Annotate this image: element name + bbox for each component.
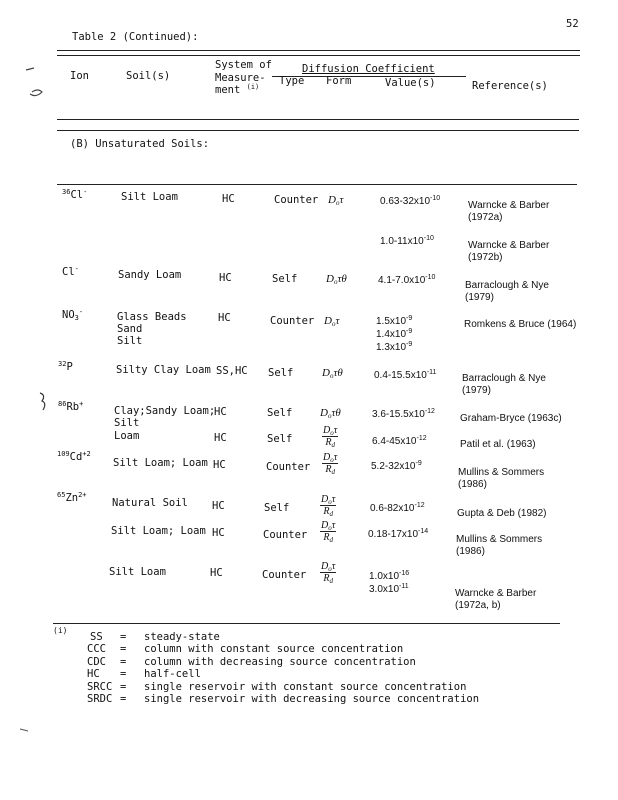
value-zn65-2-base: 0.18-17x10 xyxy=(368,529,419,540)
scan-mark-left xyxy=(22,64,52,104)
footnote-eq: = xyxy=(120,655,127,668)
form-tau: τ xyxy=(335,315,340,327)
footnote-eq: = xyxy=(120,668,127,681)
soil-cl36: Silt Loam xyxy=(121,191,178,203)
ion-rb86-mass: 86 xyxy=(58,400,67,408)
soil-no3-2: Sand xyxy=(117,323,143,335)
form-tau: τ xyxy=(331,494,336,505)
value-zn65-3a xyxy=(369,571,409,583)
value-zn65-3b-exp: -11 xyxy=(399,583,409,590)
form-zn65-3-num xyxy=(320,561,336,573)
type-rb86-1: Self xyxy=(267,407,293,419)
value-p32-base: 0.4-15.5x10 xyxy=(374,370,427,381)
value-zn65-2-exp: -14 xyxy=(418,528,429,535)
ref-cl36-2a: Warncke & Barber xyxy=(468,240,550,251)
soil-cd109: Silt Loam; Loam xyxy=(113,457,208,469)
value-zn65-2 xyxy=(368,529,428,541)
ref-rb86-2: Patil et al. (1963) xyxy=(460,439,536,450)
value-cd109-exp: -9 xyxy=(415,460,422,467)
form-rb86-2-num xyxy=(322,425,338,437)
footnote-eq: = xyxy=(120,680,127,693)
ref-cd109-b: (1986) xyxy=(458,479,487,490)
form-cd109 xyxy=(322,452,338,475)
value-zn65-1-base: 0.6-82x10 xyxy=(370,503,415,514)
value-zn65-1 xyxy=(370,503,425,515)
value-zn65-3a-base: 1.0x10 xyxy=(369,571,400,582)
soil-rb86-1: Clay;Sandy Loam; xyxy=(114,405,216,417)
form-cd109-den xyxy=(322,464,338,475)
form-d: D xyxy=(321,494,329,505)
type-zn65-2: Counter xyxy=(263,529,308,541)
footnote-abbr: CCC xyxy=(87,643,106,656)
form-theta: θ xyxy=(335,407,341,419)
header-ion: Ion xyxy=(70,70,89,82)
ion-p32-symbol: P xyxy=(66,361,73,373)
form-rd-sub: d xyxy=(331,468,335,476)
footnote-marker: (i) xyxy=(53,626,68,635)
form-d: D xyxy=(323,452,331,463)
top-rule-2 xyxy=(57,55,580,56)
soil-rb86-2: Loam xyxy=(114,430,140,442)
header-references: Reference(s) xyxy=(472,80,548,92)
soil-zn65-1: Natural Soil xyxy=(112,497,188,509)
value-cl36-1-exp: -10 xyxy=(430,195,441,202)
section-rule xyxy=(57,184,577,185)
sys-no3: HC xyxy=(218,312,231,324)
footnote-abbr: SRDC xyxy=(87,693,113,705)
footnote-definition: single reservoir with constant source concentration xyxy=(144,680,467,693)
footnote-definition: steady-state xyxy=(144,631,220,643)
form-tau: τ xyxy=(333,452,338,463)
ion-rb86 xyxy=(58,401,83,413)
ref-zn65-3b: (1972a, b) xyxy=(455,600,501,611)
type-zn65-3: Counter xyxy=(262,569,307,581)
ion-no3 xyxy=(62,309,83,321)
footnote-abbr: CDC xyxy=(87,655,106,668)
sys-cd109: HC xyxy=(213,459,226,471)
ion-cl-symbol: Cl xyxy=(62,266,75,278)
soil-p32: Silty Clay Loam xyxy=(116,364,211,376)
form-cl36 xyxy=(328,194,343,206)
ion-zn65-symbol: Zn xyxy=(65,492,79,504)
form-d: D xyxy=(321,520,329,531)
ion-zn65 xyxy=(57,492,87,504)
form-rb86-1 xyxy=(320,407,341,419)
form-p32 xyxy=(322,367,343,379)
ref-p32-a: Barraclough & Nye xyxy=(462,373,546,384)
value-p32-exp: -11 xyxy=(426,369,437,376)
value-cd109 xyxy=(371,461,422,473)
form-d: D xyxy=(328,194,336,206)
sys-zn65-1: HC xyxy=(212,500,225,512)
ref-cd109-a: Mullins & Sommers xyxy=(458,467,545,478)
type-cl: Self xyxy=(272,273,298,285)
footnote-abbr: HC xyxy=(87,668,100,681)
footnote-eq: = xyxy=(120,693,127,705)
value-no3-3-base: 1.3x10 xyxy=(376,342,407,353)
sys-rb86-2: HC xyxy=(214,432,227,444)
form-r: R xyxy=(323,573,330,584)
value-no3-3 xyxy=(376,342,412,354)
value-no3-2 xyxy=(376,329,412,341)
ion-cl36-mass: 36 xyxy=(62,188,71,196)
value-p32 xyxy=(374,370,436,382)
form-r: R xyxy=(325,437,332,448)
header-system-2: Measure- xyxy=(215,72,266,84)
value-zn65-1-exp: -12 xyxy=(414,502,425,509)
soil-zn65-3: Silt Loam xyxy=(109,566,166,578)
form-rd-sub: d xyxy=(329,577,333,585)
value-cl36-1-base: 0.63-32x10 xyxy=(380,196,431,207)
type-cd109: Counter xyxy=(266,461,311,473)
header-form: Form xyxy=(326,75,352,87)
form-o: o xyxy=(335,199,340,207)
header-diffusion: Diffusion Coefficient xyxy=(302,63,435,75)
form-o: o xyxy=(329,372,334,380)
value-cl36-2-exp: -10 xyxy=(423,235,434,242)
soil-rb86-1b: Silt xyxy=(114,417,140,429)
form-o: o xyxy=(333,278,338,286)
value-rb86-2 xyxy=(372,436,427,448)
header-type: Type xyxy=(279,75,305,87)
form-zn65-2-den xyxy=(320,532,336,543)
value-cl36-2 xyxy=(380,236,434,248)
page-number: 52 xyxy=(566,18,579,30)
ion-cd109 xyxy=(57,451,91,463)
ref-cl-a: Barraclough & Nye xyxy=(465,280,549,291)
form-tau: τ xyxy=(333,367,338,379)
bottom-rule xyxy=(53,623,560,624)
soil-no3-3: Silt xyxy=(117,335,143,347)
sys-cl: HC xyxy=(219,272,232,284)
form-d: D xyxy=(321,561,329,572)
form-cl xyxy=(326,273,347,285)
sys-rb86-1: HC xyxy=(214,406,227,418)
form-d: D xyxy=(324,315,332,327)
soil-cl: Sandy Loam xyxy=(118,269,182,281)
ion-rb86-symbol: Rb xyxy=(66,401,80,413)
ion-zn65-charge: 2+ xyxy=(78,491,87,499)
form-rb86-2-den xyxy=(322,437,338,448)
ion-cd109-mass: 109 xyxy=(57,450,70,458)
sys-p32: SS,HC xyxy=(216,365,248,377)
form-o: o xyxy=(328,565,332,573)
value-no3-1 xyxy=(376,316,412,328)
footnote-definition: column with decreasing source concentration xyxy=(144,655,416,668)
form-o: o xyxy=(327,412,332,420)
ion-cl-charge: - xyxy=(74,265,79,273)
form-zn65-1-num xyxy=(320,494,336,506)
ion-no3-sub: 3 xyxy=(74,314,79,322)
form-d: D xyxy=(322,367,330,379)
scan-mark-bracket xyxy=(36,390,50,414)
form-d: D xyxy=(326,273,334,285)
form-rb86-2 xyxy=(322,425,338,448)
value-no3-2-base: 1.4x10 xyxy=(376,329,407,340)
form-o: o xyxy=(328,524,332,532)
value-no3-2-exp: -9 xyxy=(406,328,413,335)
form-rd-sub: d xyxy=(329,510,333,518)
ion-cl xyxy=(62,266,79,278)
form-rd-sub: d xyxy=(331,441,335,449)
soil-zn65-2: Silt Loam; Loam xyxy=(111,525,206,537)
type-rb86-2: Self xyxy=(267,433,293,445)
header-system-note: (i) xyxy=(246,83,260,91)
value-zn65-3b-base: 3.0x10 xyxy=(369,584,400,595)
form-tau: τ xyxy=(331,520,336,531)
ion-p32-mass: 32 xyxy=(58,360,67,368)
ref-zn65-2a: Mullins & Sommers xyxy=(456,534,543,545)
ref-p32-b: (1979) xyxy=(462,385,491,396)
form-tau: τ xyxy=(331,407,336,419)
value-no3-1-base: 1.5x10 xyxy=(376,316,407,327)
form-o: o xyxy=(328,498,332,506)
sys-zn65-2: HC xyxy=(212,527,225,539)
section-title: (B) Unsaturated Soils: xyxy=(70,138,210,150)
header-system-3 xyxy=(215,84,259,96)
form-o: o xyxy=(330,456,334,464)
form-zn65-3 xyxy=(320,561,336,584)
footnote-eq: = xyxy=(120,643,127,656)
top-rule xyxy=(57,50,580,51)
form-tau: τ xyxy=(339,194,344,206)
value-no3-3-exp: -9 xyxy=(406,341,413,348)
form-zn65-3-den xyxy=(320,573,336,584)
form-tau: τ xyxy=(331,561,336,572)
form-cd109-num xyxy=(322,452,338,464)
ref-cl-b: (1979) xyxy=(465,292,494,303)
value-rb86-2-exp: -12 xyxy=(416,435,427,442)
value-rb86-1-base: 3.6-15.5x10 xyxy=(372,409,425,420)
form-theta: θ xyxy=(341,273,347,285)
form-tau: τ xyxy=(333,425,338,436)
type-zn65-1: Self xyxy=(264,502,290,514)
form-d: D xyxy=(323,425,331,436)
ref-zn65-2b: (1986) xyxy=(456,546,485,557)
type-cl36: Counter xyxy=(274,194,319,206)
type-no3: Counter xyxy=(270,315,315,327)
form-r: R xyxy=(323,506,330,517)
ref-rb86-1: Graham-Bryce (1963c) xyxy=(460,413,562,424)
footnote-definition: half-cell xyxy=(144,668,201,681)
value-no3-1-exp: -9 xyxy=(406,315,413,322)
header-rule-2 xyxy=(57,130,579,131)
header-system-3-text: ment xyxy=(215,84,241,96)
ref-cl36-1b: (1972a) xyxy=(468,212,503,223)
soil-no3-1: Glass Beads xyxy=(117,311,187,323)
value-rb86-1-exp: -12 xyxy=(424,408,435,415)
footnote-definition: column with constant source concentration xyxy=(144,643,404,656)
scan-mark-bottom xyxy=(18,724,32,734)
ref-cl36-1a: Warncke & Barber xyxy=(468,200,550,211)
sys-zn65-3: HC xyxy=(210,567,223,579)
value-zn65-3b xyxy=(369,584,409,596)
value-cd109-base: 5.2-32x10 xyxy=(371,461,416,472)
form-rd-sub: d xyxy=(329,536,333,544)
form-zn65-1-den xyxy=(320,506,336,517)
ion-cd109-symbol: Cd xyxy=(69,451,83,463)
header-system-1: System of xyxy=(215,59,272,71)
value-cl-exp: -10 xyxy=(425,274,436,281)
type-p32: Self xyxy=(268,367,294,379)
ion-zn65-mass: 65 xyxy=(57,491,66,499)
header-soils: Soil(s) xyxy=(126,70,171,82)
form-zn65-1 xyxy=(320,494,336,517)
ref-cl36-2b: (1972b) xyxy=(468,252,503,263)
form-r: R xyxy=(323,532,330,543)
header-rule xyxy=(57,119,579,120)
value-rb86-2-base: 6.4-45x10 xyxy=(372,436,417,447)
form-r: R xyxy=(325,464,332,475)
ion-cl36-symbol: Cl xyxy=(70,189,84,201)
sys-cl36: HC xyxy=(222,193,235,205)
form-zn65-2-num xyxy=(320,520,336,532)
value-cl xyxy=(378,275,435,287)
form-o: o xyxy=(330,429,334,437)
ion-no3-charge: - xyxy=(78,308,84,316)
ion-cl36-charge: - xyxy=(83,188,88,196)
footnote-definition: single reservoir with decreasing source concentration xyxy=(144,693,480,705)
value-rb86-1 xyxy=(372,409,435,421)
value-cl-base: 4.1-7.0x10 xyxy=(378,275,426,286)
header-value: Value(s) xyxy=(385,77,436,89)
value-cl36-1 xyxy=(380,196,440,208)
form-o: o xyxy=(331,320,336,328)
value-cl36-2-base: 1.0-11x10 xyxy=(380,236,424,247)
ref-no3: Romkens & Bruce (1964) xyxy=(464,319,577,330)
form-theta: θ xyxy=(337,367,343,379)
value-zn65-3a-exp: -16 xyxy=(399,570,410,577)
form-zn65-2 xyxy=(320,520,336,543)
ion-p32 xyxy=(58,361,73,373)
ref-zn65-1: Gupta & Deb (1982) xyxy=(457,508,547,519)
ion-rb86-charge: + xyxy=(79,400,84,408)
ref-zn65-3a: Warncke & Barber xyxy=(455,588,537,599)
ion-cd109-charge: +2 xyxy=(82,450,91,458)
form-tau: τ xyxy=(337,273,342,285)
footnote-abbr: SS xyxy=(90,631,103,643)
table-title: Table 2 (Continued): xyxy=(72,31,199,43)
form-d: D xyxy=(320,407,328,419)
form-no3 xyxy=(324,315,339,327)
footnote-abbr: SRCC xyxy=(87,680,113,693)
footnote-eq: = xyxy=(120,631,127,643)
ion-no3-symbol: NO xyxy=(62,309,75,321)
ion-cl36 xyxy=(62,189,87,201)
